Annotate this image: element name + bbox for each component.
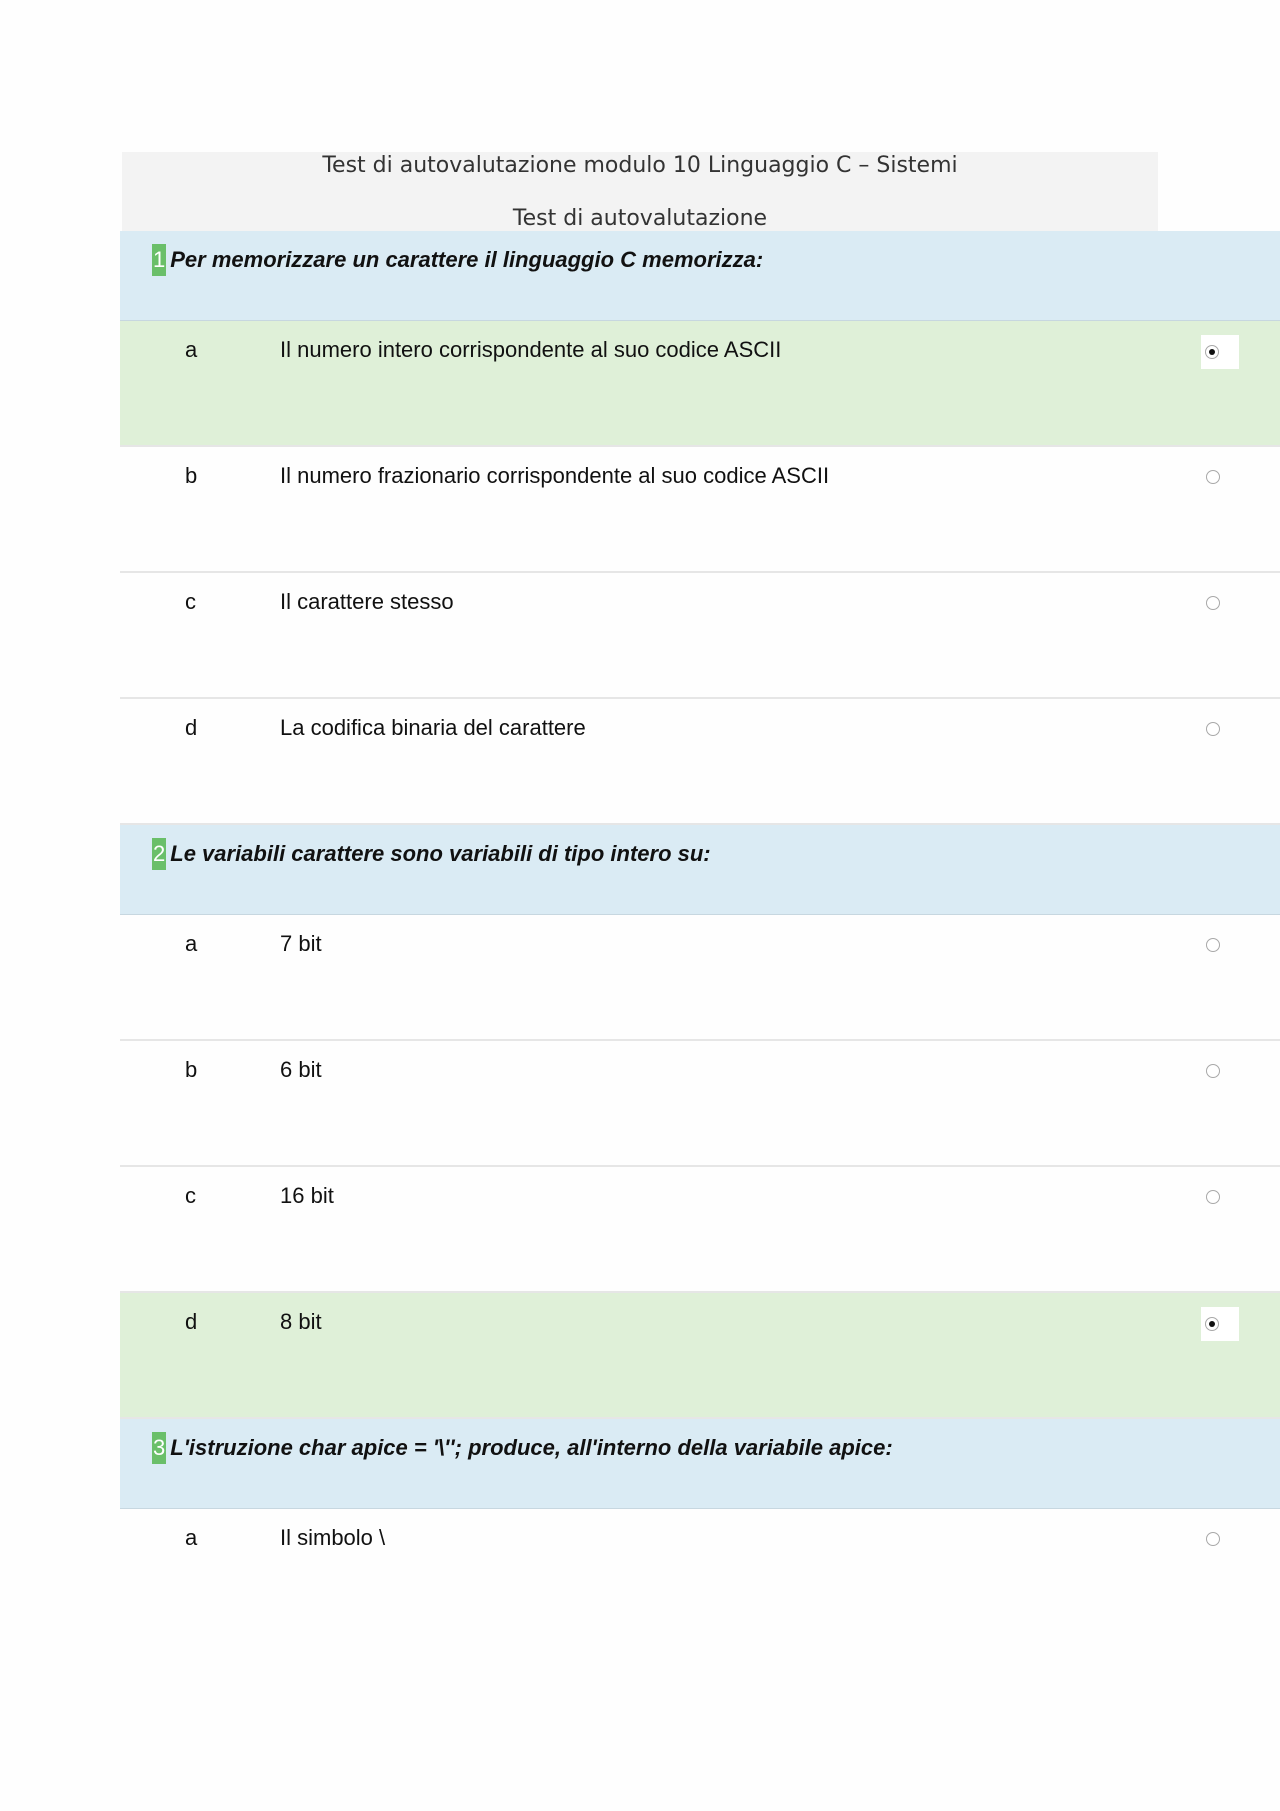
answer-option-1d[interactable] <box>120 699 1280 825</box>
quiz-header <box>122 152 1158 231</box>
answer-option-1b[interactable] <box>120 447 1280 573</box>
question-1 <box>120 231 1280 321</box>
question-number: 3 <box>152 1432 166 1464</box>
answer-option-2c[interactable] <box>120 1167 1280 1293</box>
quiz-subtitle: Test di autovalutazione <box>512 206 768 231</box>
question-text: Per memorizzare un carattere il linguaggio C memorizza: <box>170 247 764 272</box>
option-letter: c <box>185 1183 196 1208</box>
option-text: Il numero intero corrispondente al suo codice ASCII <box>280 337 782 362</box>
question-text: Le variabili carattere sono variabili di tipo intero su: <box>170 841 711 866</box>
option-text: 8 bit <box>280 1309 322 1334</box>
radio-button-selected[interactable] <box>1205 345 1219 359</box>
answer-option-2b[interactable] <box>120 1041 1280 1167</box>
radio-button[interactable] <box>1206 1064 1220 1078</box>
option-text: Il carattere stesso <box>280 589 454 614</box>
radio-button[interactable] <box>1206 722 1220 736</box>
option-letter: a <box>185 931 198 956</box>
question-number: 2 <box>152 838 166 870</box>
answer-option-1c[interactable] <box>120 573 1280 699</box>
option-text: Il numero frazionario corrispondente al suo codice ASCII <box>280 463 830 488</box>
question-number: 1 <box>152 244 166 276</box>
question-text: L'istruzione char apice = '\''; produce, all'interno della variabile apice: <box>170 1435 893 1460</box>
option-letter: b <box>185 463 198 488</box>
answer-option-1a[interactable] <box>120 321 1280 447</box>
option-letter: d <box>185 715 198 740</box>
option-text: Il simbolo \ <box>280 1525 386 1550</box>
option-text: 6 bit <box>280 1057 322 1082</box>
option-text: 16 bit <box>280 1183 334 1208</box>
question-3 <box>120 1419 1280 1509</box>
answer-option-2d[interactable] <box>120 1293 1280 1419</box>
radio-button[interactable] <box>1206 596 1220 610</box>
option-letter: a <box>185 1525 198 1550</box>
question-2 <box>120 825 1280 915</box>
option-letter: a <box>185 337 198 362</box>
quiz-title: Test di autovalutazione modulo 10 Linguaggio C – Sistemi <box>322 153 958 178</box>
option-letter: d <box>185 1309 198 1334</box>
option-text: 7 bit <box>280 931 322 956</box>
option-letter: b <box>185 1057 198 1082</box>
radio-button[interactable] <box>1206 470 1220 484</box>
radio-button[interactable] <box>1206 938 1220 952</box>
option-letter: c <box>185 589 196 614</box>
answer-option-3a[interactable] <box>120 1509 1280 1635</box>
option-text: La codifica binaria del carattere <box>280 715 586 740</box>
radio-button[interactable] <box>1206 1190 1220 1204</box>
answer-option-2a[interactable] <box>120 915 1280 1041</box>
radio-button-selected[interactable] <box>1205 1317 1219 1331</box>
radio-button[interactable] <box>1206 1532 1220 1546</box>
